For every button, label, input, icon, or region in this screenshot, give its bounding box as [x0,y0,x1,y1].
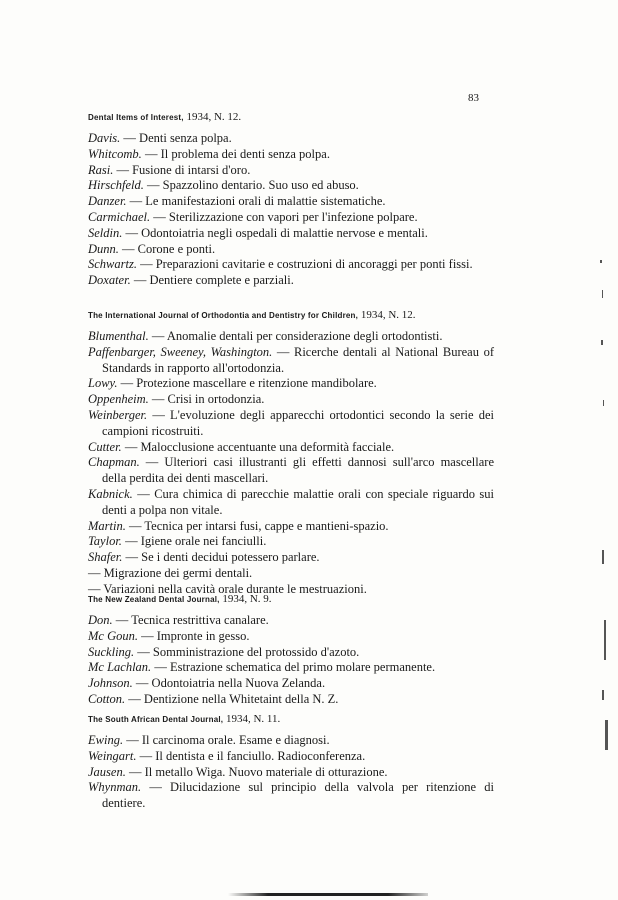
entry-author: Ewing. [88,733,124,747]
entry-title: Il carcinoma orale. Esame e diagnosi. [141,733,330,747]
list-item: — Variazioni nella cavità orale durante le mestruazioni. [88,581,367,596]
list-item: Martin. — Tecnica per intarsi fusi, cappe e mantieni-spazio. [88,518,389,533]
entry-author: Davis. [88,131,121,145]
list-item: Mc Lachlan. — Estrazione schematica del primo molare permanente. [88,660,436,675]
entry-title: L'evoluzione degli apparecchi ortodontici secondo la serie dei campioni ricostruiti. [102,407,494,438]
entry-title: Il dentista e il fanciullo. Radioconferenza. [155,748,366,763]
journal-section [88,712,588,812]
list-item: Cotton. — Dentizione nella Whitetaint della N. Z. [88,691,339,706]
list-item: Davis. — Denti senza polpa. [88,131,232,145]
journal-issue: 1934, N. 12. [186,111,242,123]
journal-heading [88,110,588,125]
entry-author: Whitcomb. [88,146,142,161]
entry-author: Mc Lachlan. [88,660,152,675]
list-item: Weingart. — Il dentista e il fanciullo. Radioconferenza. [88,748,366,763]
entry-title: Corone e ponti. [137,241,216,256]
list-item: Doxater. — Dentiere complete e parziali. [88,273,294,288]
entry-author: Rasi. [88,162,114,177]
entry-author: Hirschfeld. [88,178,144,193]
journal-name: The South African Dental Journal, [88,715,224,724]
list-item: Whitcomb. — Il problema dei denti senza polpa. [88,146,330,161]
list-item: Rasi. — Fusione di intarsi d'oro. [88,162,251,177]
entry-author: Oppenheim. [88,392,149,407]
entry-title: Somministrazione del protossido d'azoto. [152,644,360,659]
entry-title: Odontoiatria nella Nuova Zelanda. [151,676,326,691]
entry-title: Crisi in ortodonzia. [167,392,265,407]
list-item: Jausen. — Il metallo Wiga. Nuovo materiale di otturazione. [88,764,388,779]
entry-author: Schwartz. [88,257,137,272]
list-item: Dunn. — Corone e ponti. [88,241,216,256]
entry-title: Tecnica per intarsi fusi, cappe e mantieni-spazio. [144,518,389,533]
entry-title: Il problema dei denti senza polpa. [160,146,330,161]
list-item: Don. — Tecnica restrittiva canalare. [88,613,269,627]
entry-title: Protezione mascellare e ritenzione mandibolare. [136,376,377,391]
list-item: Danzer. — Le manifestazioni orali di malattie sistematiche. [88,194,386,209]
journal-section [88,110,588,289]
list-item: Shafer. — Se i denti decidui potessero parlare. [88,550,320,565]
list-item: Whynman. — Dilucidazione sul principio della valvola per ritenzione di dentiere. [88,780,494,811]
entry-author: Danzer. [88,194,127,209]
list-item: Weinberger. — L'evoluzione degli apparecchi ortodontici secondo la serie dei campioni ricostruiti. [88,407,494,438]
page-number: 83 [468,92,479,104]
list-item: Paffenbarger, Sweeney, Washington. — Ricerche dentali al National Bureau of Standards in rapporto all'ortodonzia. [88,344,494,375]
entry-author: Chapman. [88,455,140,470]
journal-heading [88,592,588,607]
journal-issue: 1934, N. 12. [360,309,416,321]
journal-heading [88,308,588,323]
list-item: Mc Goun. — Impronte in gesso. [88,628,250,643]
entry-author: Carmichael. [88,209,151,224]
entry-title: Odontoiatria negli ospedali di malattie nervose e mentali. [141,225,428,240]
entry-title: Dentiere complete e parziali. [149,273,294,288]
list-item: Hirschfeld. — Spazzolino dentario. Suo uso ed abuso. [88,178,359,193]
entry-author: Suckling. [88,644,135,659]
list-item: Blumenthal. — Anomalie dentali per considerazione degli ortodontisti. [88,329,443,343]
entry-author: Dunn. [88,241,119,256]
entry-author: Jausen. [88,764,126,779]
entry-title: Migrazione dei germi dentali. [103,565,253,580]
entry-title: Le manifestazioni orali di malattie sistematiche. [145,194,386,209]
entry-list [88,613,588,708]
journal-heading [88,712,588,727]
entry-title: Ricerche dentali al National Bureau of Standards in rapporto all'ortodonzia. [102,344,494,375]
list-item: Taylor. — Igiene orale nei fanciulli. [88,534,267,549]
entry-author: Cotton. [88,691,126,706]
entry-author: Whynman. [88,780,142,795]
entry-list [88,733,588,812]
entry-title: Dilucidazione sul principio della valvola per ritenzione di dentiere. [102,780,494,811]
entry-title: Cura chimica di parecchie malattie orali con speciale riguardo sui denti a polpa non vitale. [102,486,494,517]
list-item: Oppenheim. — Crisi in ortodonzia. [88,392,265,407]
list-item: Schwartz. — Preparazioni cavitarie e costruzioni di ancoraggi per ponti fissi. [88,257,473,272]
list-item: Seldin. — Odontoiatria negli ospedali di malattie nervose e mentali. [88,225,428,240]
entry-list [88,131,588,289]
entry-author: Cutter. [88,439,122,454]
list-item: Ewing. — Il carcinoma orale. Esame e diagnosi. [88,733,330,747]
entry-author: Shafer. [88,550,123,565]
entry-author: Paffenbarger, Sweeney, Washington. [88,344,273,359]
entry-title: Impronte in gesso. [156,628,250,643]
journal-name: The New Zealand Dental Journal, [88,595,220,604]
journal-issue: 1934, N. 9. [222,593,272,605]
list-item: Cutter. — Malocclusione accentuante una deformità facciale. [88,439,395,454]
entry-title: Se i denti decidui potessero parlare. [141,550,320,565]
entry-author: Seldin. [88,225,123,240]
list-item: Lowy. — Protezione mascellare e ritenzione mandibolare. [88,376,377,391]
entry-author: Don. [88,613,113,627]
entry-author: Mc Goun. [88,628,138,643]
entry-title: Malocclusione accentuante una deformità facciale. [140,439,395,454]
entry-title: Denti senza polpa. [139,131,232,145]
list-item: Johnson. — Odontoiatria nella Nuova Zelanda. [88,676,326,691]
entry-title: Preparazioni cavitarie e costruzioni di ancoraggi per ponti fissi. [155,257,473,272]
entry-title: Variazioni nella cavità orale durante le mestruazioni. [103,581,367,596]
entry-author: Taylor. [88,534,122,549]
list-item: Kabnick. — Cura chimica di parecchie malattie orali con speciale riguardo sui denti a polpa non vitale. [88,486,494,517]
entry-author: Weinberger. [88,407,148,422]
journal-issue: 1934, N. 11. [225,713,281,725]
entry-author: Kabnick. [88,486,133,501]
entry-author: Blumenthal. [88,329,149,343]
entry-author: Doxater. [88,273,131,288]
list-item: Chapman. — Ulteriori casi illustranti gli effetti dannosi sull'arco mascellare della perdita dei denti mascellari. [88,455,495,486]
entry-title: Spazzolino dentario. Suo uso ed abuso. [162,178,359,193]
list-item: — Migrazione dei germi dentali. [88,565,253,580]
journal-section [88,308,588,598]
bottom-edge-mark [228,893,428,896]
entry-author: Lowy. [88,376,118,391]
entry-title: Sterilizzazione con vapori per l'infezione polpare. [168,209,418,224]
entry-title: Ulteriori casi illustranti gli effetti dannosi sull'arco mascellare della perdita dei denti mascellari. [102,455,495,486]
entry-author: Johnson. [88,676,133,691]
margin-scan-marks [596,250,616,850]
entry-author: Weingart. [88,748,137,763]
entry-author: Martin. [88,518,126,533]
list-item: Suckling. — Somministrazione del protossido d'azoto. [88,644,360,659]
entry-title: Tecnica restrittiva canalare. [131,613,269,627]
journal-section [88,592,588,708]
entry-title: Anomalie dentali per considerazione degli ortodontisti. [166,329,443,343]
entry-title: Dentizione nella Whitetaint della N. Z. [143,691,339,706]
journal-name: Dental Items of Interest, [88,113,184,122]
entry-list [88,329,588,598]
entry-title: Igiene orale nei fanciulli. [140,534,267,549]
entry-title: Fusione di intarsi d'oro. [132,162,251,177]
journal-name: The International Journal of Orthodontia and Dentistry for Children, [88,311,359,320]
entry-title: Il metallo Wiga. Nuovo materiale di otturazione. [144,764,388,779]
list-item: Carmichael. — Sterilizzazione con vapori per l'infezione polpare. [88,209,418,224]
entry-title: Estrazione schematica del primo molare permanente. [169,660,436,675]
